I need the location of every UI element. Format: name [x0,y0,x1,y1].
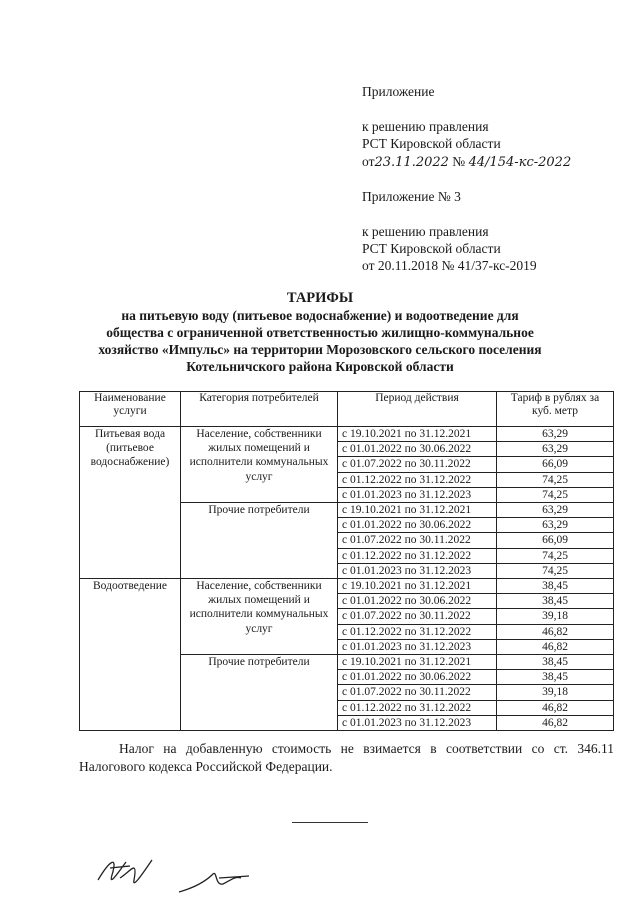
rate-cell: 46,82 [497,624,614,639]
title-line-2: общества с ограниченной ответственностью жилищно-коммунальное [106,325,534,340]
period-cell: с 01.07.2022 по 30.11.2022 [338,533,497,548]
decision-number-prefix: № [452,154,466,169]
decision-line-2b: РСТ Кировской области [362,241,501,256]
rate-cell: 74,25 [497,472,614,487]
decision-date-prefix: от [362,154,375,169]
period-cell: с 01.12.2022 по 31.12.2022 [338,548,497,563]
rate-cell: 46,82 [497,639,614,654]
period-cell: с 01.01.2022 по 30.06.2022 [338,594,497,609]
appendix-label-1: Приложение [362,84,435,99]
category-cell: Прочие потребители [181,655,338,731]
signature-right [175,862,255,902]
period-cell: с 19.10.2021 по 31.12.2021 [338,579,497,594]
vat-footnote: Налог на добавленную стоимость не взимается в соответствии со ст. 346.11 Налогового кодекса Российской Федерации. [79,741,614,774]
period-cell: с 19.10.2021 по 31.12.2021 [338,655,497,670]
period-cell: с 01.01.2022 по 30.06.2022 [338,518,497,533]
period-cell: с 01.01.2022 по 30.06.2022 [338,442,497,457]
rate-cell: 39,18 [497,685,614,700]
period-cell: с 01.12.2022 по 31.12.2022 [338,472,497,487]
rate-cell: 74,25 [497,563,614,578]
header-category: Категория потребителей [181,392,338,427]
service-name-cell: Водоотведение [80,579,181,731]
rate-cell: 63,29 [497,427,614,442]
tariff-table [79,391,614,731]
handwritten-number: 44/154-кс-2022 [468,155,572,170]
title-line-3: хозяйство «Импульс» на территории Морозовского сельского поселения [98,342,542,357]
header-period: Период действия [338,392,497,427]
decision-line-2c: от 20.11.2018 № 41/37-кс-2019 [362,258,537,273]
decision-line-1a: к решению правления [362,119,489,134]
handwritten-date: 23.11.2022 [374,155,449,170]
rate-cell: 74,25 [497,487,614,502]
period-cell: с 01.01.2023 по 31.12.2023 [338,563,497,578]
period-cell: с 19.10.2021 по 31.12.2021 [338,427,497,442]
period-cell: с 01.01.2023 по 31.12.2023 [338,487,497,502]
rate-cell: 38,45 [497,670,614,685]
rate-cell: 38,45 [497,655,614,670]
rate-cell: 38,45 [497,579,614,594]
period-cell: с 01.07.2022 по 30.11.2022 [338,685,497,700]
period-cell: с 01.07.2022 по 30.11.2022 [338,609,497,624]
header-rate: Тариф в рублях за куб. метр [497,392,614,427]
category-cell: Население, собственники жилых помещений и исполнители коммунальных услуг [181,427,338,503]
rate-cell: 46,82 [497,715,614,730]
period-cell: с 01.07.2022 по 30.11.2022 [338,457,497,472]
rate-cell: 63,29 [497,503,614,518]
service-name-cell: Питьевая вода (питьевое водоснабжение) [80,427,181,579]
rate-cell: 39,18 [497,609,614,624]
table-header-row [80,392,614,427]
rate-cell: 38,45 [497,594,614,609]
tariff-table-body [80,427,614,731]
table-row [80,579,614,594]
period-cell: с 01.12.2022 по 31.12.2022 [338,624,497,639]
rate-cell: 63,29 [497,518,614,533]
header-service: Наименование услуги [80,392,181,427]
divider-line [292,822,368,823]
period-cell: с 01.12.2022 по 31.12.2022 [338,700,497,715]
rate-cell: 46,82 [497,700,614,715]
title-line-4: Котельничского района Кировской области [186,359,454,374]
rate-cell: 66,09 [497,533,614,548]
period-cell: с 19.10.2021 по 31.12.2021 [338,503,497,518]
decision-line-1c [362,154,571,171]
category-cell: Население, собственники жилых помещений и исполнители коммунальных услуг [181,579,338,655]
decision-line-2a: к решению правления [362,224,489,239]
title-line-1: на питьевую воду (питьевое водоснабжение) и водоотведение для [121,308,519,323]
rate-cell: 74,25 [497,548,614,563]
rate-cell: 66,09 [497,457,614,472]
category-cell: Прочие потребители [181,503,338,579]
table-row [80,427,614,442]
appendix-label-2: Приложение № 3 [362,189,461,204]
period-cell: с 01.01.2023 по 31.12.2023 [338,639,497,654]
document-heading: ТАРИФЫ [286,290,354,306]
signature-left [90,850,160,895]
decision-line-1b: РСТ Кировской области [362,136,501,151]
period-cell: с 01.01.2023 по 31.12.2023 [338,715,497,730]
rate-cell: 63,29 [497,442,614,457]
period-cell: с 01.01.2022 по 30.06.2022 [338,670,497,685]
